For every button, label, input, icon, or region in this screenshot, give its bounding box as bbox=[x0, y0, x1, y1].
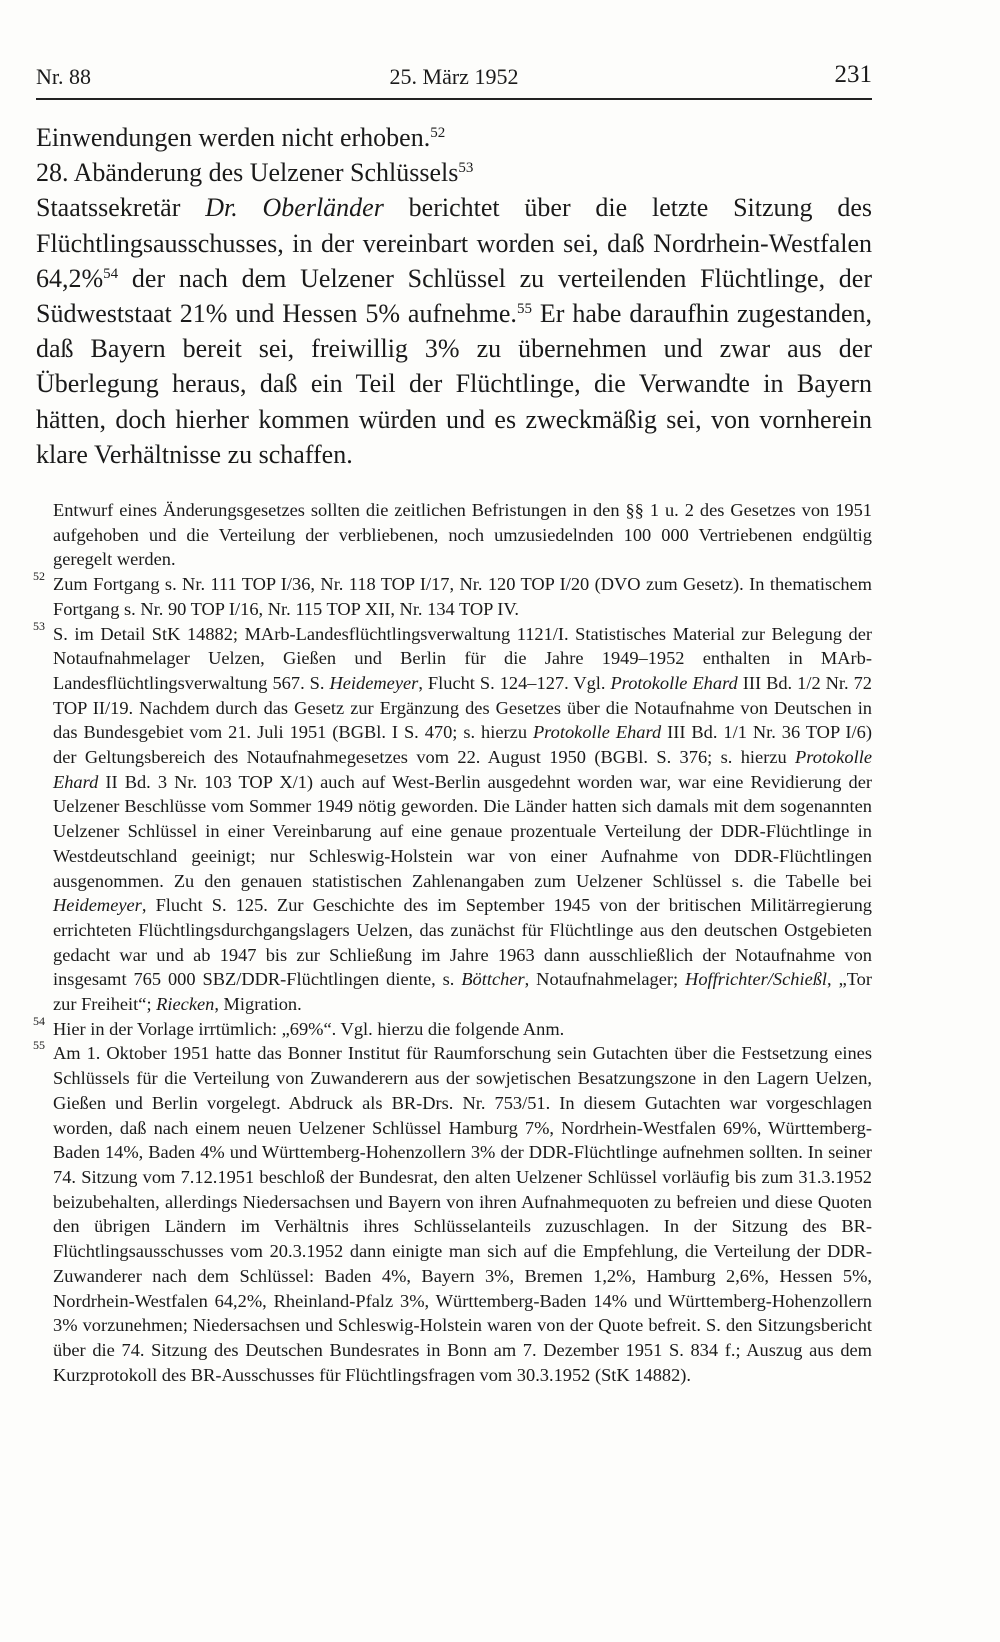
footnote-number: 55 bbox=[33, 1038, 45, 1053]
running-header bbox=[36, 60, 872, 100]
closing-sentence: Einwendungen werden nicht erhoben.$^{52}$ bbox=[36, 123, 446, 152]
page-number: 231 bbox=[834, 61, 872, 88]
footnote-ref-52: 52 bbox=[430, 125, 446, 141]
footnote-53: 53 S. im Detail StK 14882; MArb-Landesflüchtlingsverwaltung 1121/I. Statistisches Material zur Belegung der Notaufnahmelager Uelzen, Gießen und Berlin für die Jahre 1949–1952 enthalten in MArb-Landesflüchtlingsverwaltung 567. S. Heidemeyer, Flucht S. 124–127. Vgl. Protokolle Ehard III Bd. 1/2 Nr. 72 TOP II/19. Nachdem durch das Gesetz zur Ergänzung des Gesetzes über die Notaufnahme von Deutschen in das Bundesgebiet vom 21. Juli 1951 (BGBl. I S. 470; s. hierzu Protokolle Ehard III Bd. 1/1 Nr. 36 TOP I/6) der Geltungsbereich des Notaufnahmegesetzes vom 22. August 1950 (BGBl. S. 376; s. hierzu Protokolle Ehard II Bd. 3 Nr. 103 TOP X/1) auch auf West-Berlin ausgedehnt worden war, war eine Revidierung der Uelzener Beschlüsse vom Sommer 1949 nötig geworden. Die Länder hatten sich damals mit dem sogenannten Uelzener Schlüssel in einer Vereinbarung auf eine genaue prozentuale Verteilung der DDR-Flüchtlinge in Westdeutschland geeinigt; nur Schleswig-Holstein war von einer Aufnahme von DDR-Flüchtlingen ausgenommen. Zu den genauen statistischen Zahlenangaben zum Uelzener Schlüssel s. die Tabelle bei Heidemeyer, Flucht S. 125. Zur Geschichte des im September 1945 von der britischen Militärregierung errichteten Flüchtlingsdurchgangslagers Uelzen, das zunächst für Flüchtlinge aus den deutschen Ostgebieten gedacht war und ab 1947 bis zur Schließung im Jahre 1963 dann ausschließlich der Notaufnahme von insgesamt 765 000 SBZ/DDR-Flüchtlingen diente, s. Böttcher, Notaufnahmelager; Hoffrichter/Schießl, „Tor zur Freiheit“; Riecken, Migration. bbox=[33, 618, 872, 1015]
footnote-ref-53: 53 bbox=[458, 160, 474, 177]
main-text bbox=[36, 120, 872, 472]
footnote-54: 54 Hier in der Vorlage irrtümlich: „69%“. Vgl. hierzu die folgende Anm. bbox=[33, 1013, 565, 1039]
footnote-number: 53 bbox=[33, 618, 45, 633]
footnote-number: 54 bbox=[33, 1013, 45, 1028]
footnotes bbox=[33, 498, 872, 1387]
protocol-number: Nr. 88 bbox=[36, 64, 91, 89]
footnote-continuation: Entwurf eines Änderungsgesetzes sollten die zeitlichen Befristungen in den §§ 1 u. 2 des Gesetzes von 1951 aufgehoben und die Verteilung der verbliebenen, noch umzusiedelnden 100 000 Vertriebenen endgültig geregelt werden. bbox=[53, 500, 872, 570]
protocol-date: 25. März 1952 bbox=[389, 64, 519, 89]
footnote-ref-54: 54 bbox=[103, 265, 119, 282]
footnote-number: 52 bbox=[33, 569, 45, 584]
footnote-55: 55 Am 1. Oktober 1951 hatte das Bonner Institut für Raumforschung sein Gutachten über die Festsetzung eines Schlüssels für die Verteilung von Zuwanderern aus der sowjetischen Besatzungszone in den Lagern Uelzen, Gießen und Berlin vorgelegt. Abdruck als BR-Drs. Nr. 753/51. In diesem Gutachten war vorgeschlagen worden, daß nach einem neuen Uelzener Schlüssel Hamburg 7%, Nordrhein-Westfalen 69%, Württemberg-Baden 14%, Baden 4% und Württemberg-Hohenzollern 3% der DDR-Flüchtlinge aufnehmen sollten. In seiner 74. Sitzung vom 7.12.1951 beschloß der Bundesrat, den alten Uelzener Schlüssel vorläufig bis zum 31.3.1952 beizubehalten, allerdings Niedersachsen und Bayern von ihren Aufnahmequoten zu befreien und diese Quoten den übrigen Ländern im Verhältnis ihres Schlüsselanteils zuzuschlagen. In der Sitzung des BR-Flüchtlingsausschusses vom 20.3.1952 dann einigte man sich auf die Empfehlung, die Verteilung der DDR-Zuwanderer nach dem Schlüssel: Baden 4%, Bayern 3%, Bremen 1,2%, Hamburg 2,6%, Hessen 5%, Nordrhein-Westfalen 64,2%, Rheinland-Pfalz 3%, Württemberg-Baden 14% und Württemberg-Hohenzollern 3% vorzunehmen; Niedersachsen und Schleswig-Holstein waren von der Quote befreit. S. den Sitzungsbericht über die 74. Sitzung des Deutschen Bundesrates in Bonn am 7. Dezember 1951 S. 834 f.; Auszug aus dem Kurzprotokoll des BR-Ausschusses für Flüchtlingsfragen vom 30.3.1952 (StK 14882). bbox=[33, 1038, 872, 1385]
agenda-item-body: Staatssekretär Dr. Oberländer berichtet über die letzte Sitzung des Flüchtlingsausschusses, in der vereinbart worden sei, daß Nordrhein-Westfalen 64,2%$^{54}$ der nach dem Uelzener Schlüssel zu verteilenden Flüchtlinge, der Südweststaat 21% und Hessen 5% aufnehme.$^{55}$ Er habe daraufhin zugestanden, daß Bayern bereit sei, freiwillig 3% zu übernehmen und zwar aus der Überlegung heraus, daß ein Teil der Flüchtlinge, die Verwandte in Bayern hätten, doch hierher kommen würden und es zweckmäßig sei, von vornherein klare Verhältnisse zu schaffen. bbox=[36, 193, 872, 469]
footnote-52: 52 Zum Fortgang s. Nr. 111 TOP I/36, Nr. 118 TOP I/17, Nr. 120 TOP I/20 (DVO zum Gesetz). In thematischem Fortgang s. Nr. 90 TOP I/16, Nr. 115 TOP XII, Nr. 134 TOP IV. bbox=[33, 569, 872, 619]
agenda-item-heading: 28. Abänderung des Uelzener Schlüssels$^{53}$ bbox=[36, 158, 474, 188]
speaker-name: Dr. Oberländer bbox=[205, 193, 384, 223]
footnote-ref-55: 55 bbox=[516, 301, 532, 318]
